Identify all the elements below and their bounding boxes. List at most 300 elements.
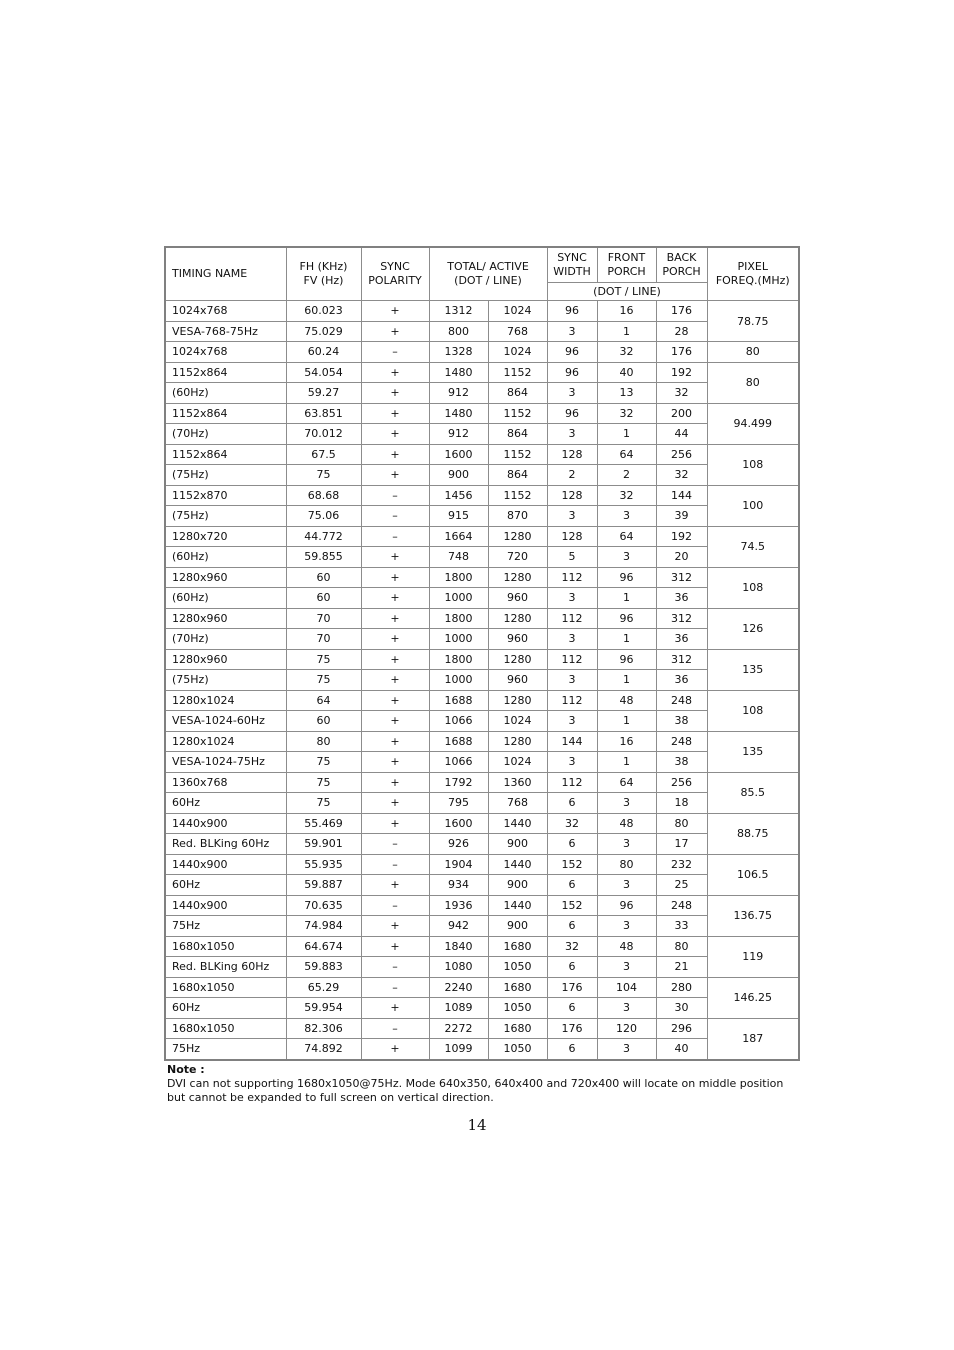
cell-fh-fv: 75.06 (286, 506, 361, 527)
cell-total: 934 (429, 875, 488, 896)
cell-sync-polarity: + (361, 731, 429, 752)
cell-timing-name: (70Hz) (165, 629, 286, 650)
cell-timing-name: 1280x960 (165, 567, 286, 588)
cell-sync-polarity: + (361, 403, 429, 424)
cell-back-porch: 44 (656, 424, 707, 445)
cell-timing-name: 1152x864 (165, 444, 286, 465)
cell-active: 1280 (488, 567, 547, 588)
cell-fh-fv: 75 (286, 670, 361, 691)
header-fh: FH (KHz) (299, 260, 348, 273)
cell-timing-name: 60Hz (165, 998, 286, 1019)
cell-sync-width: 6 (547, 834, 597, 855)
cell-sync-width: 112 (547, 772, 597, 793)
cell-sync-width: 6 (547, 875, 597, 896)
table-row (165, 629, 799, 650)
cell-active: 1152 (488, 362, 547, 383)
cell-front-porch: 64 (597, 444, 656, 465)
cell-sync-width: 3 (547, 424, 597, 445)
cell-sync-polarity: – (361, 1018, 429, 1039)
cell-timing-name: 1152x864 (165, 403, 286, 424)
cell-total: 900 (429, 465, 488, 486)
cell-total: 2240 (429, 977, 488, 998)
header-front-porch-line1: FRONT (607, 251, 646, 264)
note-title: Note : (167, 1063, 205, 1076)
header-pixel-freq (707, 247, 799, 301)
cell-active: 1680 (488, 1018, 547, 1039)
cell-pixel-freq: 80 (707, 342, 799, 363)
table-row (165, 321, 799, 342)
cell-fh-fv: 82.306 (286, 1018, 361, 1039)
cell-back-porch: 18 (656, 793, 707, 814)
cell-sync-polarity: – (361, 506, 429, 527)
cell-total: 1800 (429, 608, 488, 629)
cell-back-porch: 20 (656, 547, 707, 568)
cell-sync-polarity: – (361, 854, 429, 875)
table-row (165, 1039, 799, 1060)
cell-sync-polarity: + (361, 793, 429, 814)
cell-active: 960 (488, 629, 547, 650)
cell-sync-width: 6 (547, 998, 597, 1019)
cell-sync-polarity: + (361, 752, 429, 773)
cell-fh-fv: 59.954 (286, 998, 361, 1019)
header-total-active-line2: (DOT / LINE) (454, 274, 522, 287)
cell-pixel-freq: 100 (707, 485, 799, 526)
cell-fh-fv: 55.935 (286, 854, 361, 875)
cell-total: 942 (429, 916, 488, 937)
cell-sync-polarity: + (361, 567, 429, 588)
cell-pixel-freq: 135 (707, 649, 799, 690)
header-timing-name: TIMING NAME (165, 247, 286, 301)
cell-fh-fv: 75 (286, 752, 361, 773)
cell-front-porch: 2 (597, 465, 656, 486)
table-row (165, 383, 799, 404)
cell-sync-polarity: + (361, 547, 429, 568)
cell-back-porch: 200 (656, 403, 707, 424)
table-row (165, 977, 799, 998)
cell-timing-name: VESA-1024-60Hz (165, 711, 286, 732)
table-row (165, 731, 799, 752)
cell-sync-polarity: + (361, 588, 429, 609)
cell-total: 1904 (429, 854, 488, 875)
cell-sync-width: 6 (547, 957, 597, 978)
cell-sync-width: 112 (547, 690, 597, 711)
cell-fh-fv: 65.29 (286, 977, 361, 998)
table-row (165, 895, 799, 916)
cell-front-porch: 13 (597, 383, 656, 404)
cell-timing-name: 1280x960 (165, 608, 286, 629)
cell-timing-name: 1152x870 (165, 485, 286, 506)
cell-total: 915 (429, 506, 488, 527)
cell-active: 1680 (488, 977, 547, 998)
cell-active: 1050 (488, 957, 547, 978)
cell-front-porch: 1 (597, 424, 656, 445)
cell-front-porch: 16 (597, 301, 656, 322)
cell-fh-fv: 55.469 (286, 813, 361, 834)
cell-timing-name: 1024x768 (165, 301, 286, 322)
cell-sync-width: 96 (547, 403, 597, 424)
cell-back-porch: 80 (656, 936, 707, 957)
cell-front-porch: 80 (597, 854, 656, 875)
cell-active: 1280 (488, 526, 547, 547)
cell-front-porch: 32 (597, 342, 656, 363)
cell-total: 1480 (429, 362, 488, 383)
cell-sync-width: 3 (547, 629, 597, 650)
cell-total: 1688 (429, 731, 488, 752)
cell-active: 960 (488, 670, 547, 691)
table-row (165, 854, 799, 875)
cell-sync-polarity: + (361, 813, 429, 834)
cell-pixel-freq: 119 (707, 936, 799, 977)
cell-fh-fv: 64.674 (286, 936, 361, 957)
cell-back-porch: 38 (656, 752, 707, 773)
cell-active: 1024 (488, 752, 547, 773)
header-sync-polarity-line2: POLARITY (368, 274, 422, 287)
cell-sync-width: 128 (547, 485, 597, 506)
table-row (165, 465, 799, 486)
header-pixel-freq-line1: PIXEL (737, 260, 768, 273)
cell-pixel-freq: 74.5 (707, 526, 799, 567)
cell-front-porch: 3 (597, 834, 656, 855)
cell-back-porch: 36 (656, 670, 707, 691)
cell-active: 1024 (488, 711, 547, 732)
table-row (165, 567, 799, 588)
table-row (165, 711, 799, 732)
cell-sync-polarity: + (361, 465, 429, 486)
header-sync-width-line1: SYNC (557, 251, 587, 264)
cell-active: 1280 (488, 608, 547, 629)
cell-sync-polarity: – (361, 342, 429, 363)
cell-sync-width: 6 (547, 916, 597, 937)
cell-fh-fv: 64 (286, 690, 361, 711)
table-row (165, 301, 799, 322)
cell-front-porch: 48 (597, 813, 656, 834)
header-back-porch (656, 247, 707, 283)
cell-sync-polarity: + (361, 424, 429, 445)
header-sync-width-line2: WIDTH (553, 265, 591, 278)
cell-active: 1152 (488, 485, 547, 506)
cell-back-porch: 192 (656, 526, 707, 547)
cell-fh-fv: 75.029 (286, 321, 361, 342)
cell-pixel-freq: 135 (707, 731, 799, 772)
cell-sync-width: 3 (547, 321, 597, 342)
cell-front-porch: 16 (597, 731, 656, 752)
cell-sync-polarity: – (361, 834, 429, 855)
cell-pixel-freq: 106.5 (707, 854, 799, 895)
cell-sync-polarity: + (361, 916, 429, 937)
cell-sync-polarity: + (361, 711, 429, 732)
header-front-porch-line2: PORCH (607, 265, 646, 278)
cell-timing-name: (60Hz) (165, 588, 286, 609)
cell-total: 926 (429, 834, 488, 855)
cell-total: 1600 (429, 813, 488, 834)
cell-active: 1440 (488, 895, 547, 916)
cell-back-porch: 280 (656, 977, 707, 998)
cell-fh-fv: 75 (286, 793, 361, 814)
cell-front-porch: 48 (597, 690, 656, 711)
cell-pixel-freq: 126 (707, 608, 799, 649)
cell-front-porch: 40 (597, 362, 656, 383)
cell-fh-fv: 63.851 (286, 403, 361, 424)
cell-timing-name: 1280x720 (165, 526, 286, 547)
cell-sync-polarity: + (361, 690, 429, 711)
cell-front-porch: 1 (597, 752, 656, 773)
cell-pixel-freq: 88.75 (707, 813, 799, 854)
cell-timing-name: 75Hz (165, 916, 286, 937)
table-row (165, 936, 799, 957)
timing-table (164, 246, 800, 1061)
cell-active: 1152 (488, 444, 547, 465)
cell-active: 1024 (488, 301, 547, 322)
cell-total: 1480 (429, 403, 488, 424)
cell-sync-width: 176 (547, 977, 597, 998)
cell-pixel-freq: 136.75 (707, 895, 799, 936)
cell-active: 1680 (488, 936, 547, 957)
cell-sync-polarity: + (361, 649, 429, 670)
cell-pixel-freq: 108 (707, 444, 799, 485)
cell-timing-name: 1360x768 (165, 772, 286, 793)
cell-front-porch: 120 (597, 1018, 656, 1039)
cell-sync-width: 112 (547, 608, 597, 629)
cell-back-porch: 312 (656, 649, 707, 670)
cell-front-porch: 1 (597, 629, 656, 650)
cell-back-porch: 32 (656, 465, 707, 486)
cell-timing-name: 1280x1024 (165, 731, 286, 752)
cell-sync-polarity: + (361, 629, 429, 650)
cell-active: 900 (488, 875, 547, 896)
header-sync-polarity-line1: SYNC (380, 260, 410, 273)
table-row (165, 588, 799, 609)
cell-back-porch: 36 (656, 588, 707, 609)
cell-back-porch: 312 (656, 567, 707, 588)
cell-fh-fv: 74.892 (286, 1039, 361, 1060)
cell-timing-name: (75Hz) (165, 506, 286, 527)
cell-front-porch: 3 (597, 1039, 656, 1060)
cell-timing-name: 60Hz (165, 875, 286, 896)
cell-front-porch: 96 (597, 895, 656, 916)
cell-total: 1456 (429, 485, 488, 506)
cell-front-porch: 64 (597, 772, 656, 793)
cell-front-porch: 96 (597, 567, 656, 588)
cell-total: 1600 (429, 444, 488, 465)
page-number: 14 (467, 1116, 487, 1134)
cell-active: 1280 (488, 690, 547, 711)
header-back-porch-line2: PORCH (662, 265, 701, 278)
cell-total: 800 (429, 321, 488, 342)
table-row (165, 485, 799, 506)
table-row (165, 547, 799, 568)
cell-front-porch: 32 (597, 485, 656, 506)
cell-back-porch: 38 (656, 711, 707, 732)
cell-back-porch: 192 (656, 362, 707, 383)
header-total-active (429, 247, 547, 301)
cell-sync-width: 112 (547, 649, 597, 670)
header-fh-fv (286, 247, 361, 301)
cell-timing-name: Red. BLKing 60Hz (165, 834, 286, 855)
cell-pixel-freq: 85.5 (707, 772, 799, 813)
table-row (165, 813, 799, 834)
cell-active: 1440 (488, 854, 547, 875)
cell-front-porch: 64 (597, 526, 656, 547)
cell-total: 1066 (429, 711, 488, 732)
cell-fh-fv: 44.772 (286, 526, 361, 547)
cell-sync-width: 96 (547, 362, 597, 383)
table-row (165, 752, 799, 773)
cell-timing-name: VESA-1024-75Hz (165, 752, 286, 773)
cell-timing-name: 1280x1024 (165, 690, 286, 711)
cell-sync-polarity: – (361, 957, 429, 978)
cell-fh-fv: 68.68 (286, 485, 361, 506)
header-front-porch (597, 247, 656, 283)
cell-sync-width: 176 (547, 1018, 597, 1039)
table-row (165, 506, 799, 527)
cell-back-porch: 256 (656, 444, 707, 465)
cell-front-porch: 96 (597, 608, 656, 629)
cell-sync-polarity: + (361, 301, 429, 322)
table-row (165, 649, 799, 670)
cell-timing-name: (70Hz) (165, 424, 286, 445)
cell-front-porch: 1 (597, 321, 656, 342)
note-text: DVI can not supporting 1680x1050@75Hz. Mode 640x350, 640x400 and 720x400 will locate on middle position but cannot be expanded to full screen on vertical direction. (167, 1077, 784, 1104)
cell-sync-width: 3 (547, 711, 597, 732)
cell-sync-polarity: – (361, 485, 429, 506)
cell-back-porch: 33 (656, 916, 707, 937)
cell-timing-name: 1152x864 (165, 362, 286, 383)
cell-front-porch: 104 (597, 977, 656, 998)
header-sync-width (547, 247, 597, 283)
cell-sync-width: 6 (547, 1039, 597, 1060)
cell-fh-fv: 60 (286, 588, 361, 609)
cell-timing-name: 75Hz (165, 1039, 286, 1060)
cell-back-porch: 176 (656, 301, 707, 322)
cell-timing-name: (75Hz) (165, 670, 286, 691)
header-row (165, 247, 799, 283)
cell-sync-polarity: + (361, 1039, 429, 1060)
cell-sync-polarity: + (361, 670, 429, 691)
cell-sync-width: 2 (547, 465, 597, 486)
table-row (165, 608, 799, 629)
table-row (165, 403, 799, 424)
cell-sync-width: 3 (547, 670, 597, 691)
cell-sync-width: 144 (547, 731, 597, 752)
cell-sync-width: 128 (547, 526, 597, 547)
cell-total: 1664 (429, 526, 488, 547)
note (167, 1063, 797, 1105)
cell-active: 1360 (488, 772, 547, 793)
cell-total: 1000 (429, 588, 488, 609)
cell-total: 912 (429, 383, 488, 404)
cell-total: 1066 (429, 752, 488, 773)
cell-sync-polarity: + (361, 321, 429, 342)
cell-pixel-freq: 108 (707, 690, 799, 731)
cell-pixel-freq: 94.499 (707, 403, 799, 444)
cell-total: 1936 (429, 895, 488, 916)
cell-total: 795 (429, 793, 488, 814)
cell-fh-fv: 59.883 (286, 957, 361, 978)
cell-timing-name: 1280x960 (165, 649, 286, 670)
timing-body (165, 301, 799, 1060)
cell-front-porch: 3 (597, 957, 656, 978)
cell-active: 768 (488, 321, 547, 342)
cell-front-porch: 3 (597, 547, 656, 568)
cell-sync-width: 32 (547, 813, 597, 834)
cell-total: 1000 (429, 629, 488, 650)
cell-front-porch: 32 (597, 403, 656, 424)
cell-timing-name: 1440x900 (165, 854, 286, 875)
table-row (165, 1018, 799, 1039)
table-row (165, 834, 799, 855)
cell-sync-width: 152 (547, 895, 597, 916)
cell-active: 1280 (488, 649, 547, 670)
cell-total: 1840 (429, 936, 488, 957)
cell-timing-name: 1024x768 (165, 342, 286, 363)
cell-total: 1089 (429, 998, 488, 1019)
table-row (165, 793, 799, 814)
cell-active: 1280 (488, 731, 547, 752)
table-row (165, 444, 799, 465)
cell-active: 768 (488, 793, 547, 814)
cell-timing-name: Red. BLKing 60Hz (165, 957, 286, 978)
cell-sync-polarity: – (361, 526, 429, 547)
cell-sync-width: 6 (547, 793, 597, 814)
cell-fh-fv: 70 (286, 629, 361, 650)
cell-front-porch: 48 (597, 936, 656, 957)
cell-timing-name: (60Hz) (165, 383, 286, 404)
cell-active: 1024 (488, 342, 547, 363)
cell-back-porch: 25 (656, 875, 707, 896)
cell-back-porch: 32 (656, 383, 707, 404)
cell-total: 1328 (429, 342, 488, 363)
cell-sync-width: 112 (547, 567, 597, 588)
cell-fh-fv: 70.635 (286, 895, 361, 916)
cell-sync-width: 32 (547, 936, 597, 957)
table-row (165, 362, 799, 383)
table-row (165, 957, 799, 978)
cell-total: 2272 (429, 1018, 488, 1039)
cell-sync-width: 152 (547, 854, 597, 875)
cell-sync-width: 3 (547, 588, 597, 609)
table-row (165, 916, 799, 937)
cell-sync-polarity: – (361, 895, 429, 916)
table-row (165, 342, 799, 363)
cell-total: 1312 (429, 301, 488, 322)
cell-timing-name: 1680x1050 (165, 1018, 286, 1039)
header-total-active-line1: TOTAL/ ACTIVE (447, 260, 529, 273)
cell-active: 864 (488, 383, 547, 404)
cell-fh-fv: 59.901 (286, 834, 361, 855)
cell-sync-width: 3 (547, 383, 597, 404)
table-row (165, 424, 799, 445)
cell-back-porch: 296 (656, 1018, 707, 1039)
cell-fh-fv: 60 (286, 567, 361, 588)
cell-total: 748 (429, 547, 488, 568)
cell-sync-polarity: + (361, 383, 429, 404)
header-fv: FV (Hz) (303, 274, 344, 287)
cell-active: 960 (488, 588, 547, 609)
cell-fh-fv: 70.012 (286, 424, 361, 445)
cell-fh-fv: 60 (286, 711, 361, 732)
cell-total: 1792 (429, 772, 488, 793)
cell-timing-name: 1680x1050 (165, 936, 286, 957)
cell-sync-polarity: + (361, 608, 429, 629)
cell-front-porch: 3 (597, 916, 656, 937)
cell-fh-fv: 75 (286, 649, 361, 670)
cell-back-porch: 248 (656, 895, 707, 916)
cell-front-porch: 3 (597, 793, 656, 814)
cell-total: 1688 (429, 690, 488, 711)
cell-active: 1152 (488, 403, 547, 424)
cell-sync-width: 96 (547, 342, 597, 363)
cell-back-porch: 36 (656, 629, 707, 650)
